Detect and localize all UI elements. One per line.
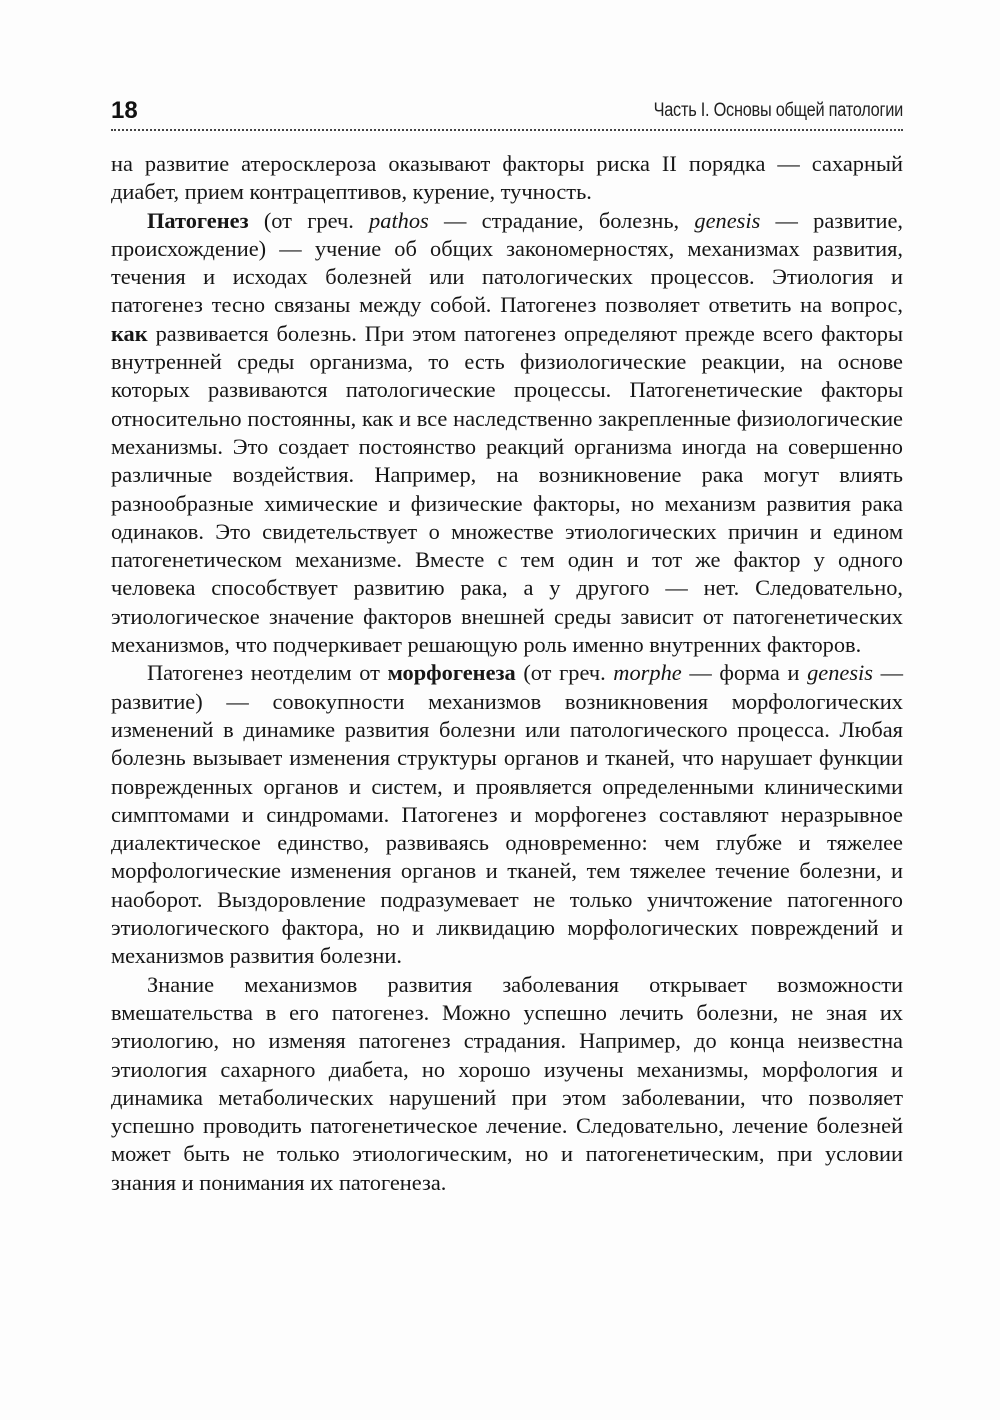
body-text — [111, 150, 903, 1197]
paragraph-text: — форма и — [681, 660, 808, 686]
greek-word: morphe — [613, 660, 682, 686]
greek-word: genesis — [807, 660, 873, 686]
paragraph-text: развивается болезнь. При этом патогенез определяют прежде всего факторы внутренней среды организма, то есть физиологические реакции, на основе которых развиваются патологические процессы. Патогенетические факторы относительно постоянны, как и все наследственно закрепленные физиологические механизмы. Это создает постоянство реакций организма иногда на совершенно различные воздействия. Например, на возникновение рака могут влиять разнообразные химические и физические факторы, но механизм развития рака одинаков. Это свидетельствует о множестве этиологических причин и едином патогенетическом механизме. Вместе с тем один и тот же фактор у одного человека способствует развитию рака, а у другого — нет. Следовательно, этиологическое значение факторов внешней среды зависит от патогенетических механизмов, что подчеркивает решающую роль именно внутренних факторов. — [111, 320, 903, 658]
paragraph-2 — [111, 207, 903, 660]
term-morphogenesis: морфогенеза — [387, 660, 516, 686]
paragraph-text: Патогенез неотделим от — [147, 660, 388, 686]
paragraph-text: (от греч. — [515, 660, 614, 686]
header-divider — [111, 129, 903, 131]
paragraph-1 — [111, 150, 903, 207]
greek-word: genesis — [694, 207, 761, 233]
page-number: 18 — [111, 97, 138, 124]
greek-word: pathos — [369, 207, 429, 233]
paragraph-text: — страдание, болезнь, — [428, 207, 695, 233]
term-pathogenesis: Патогенез — [147, 207, 249, 233]
paragraph-text: — развитие, происхождение) — учение об общих закономерностях, механизмах развития, течения и исходах болезней или патологических процессов. Этиология и патогенез тесно связаны между собой. Патогенез позволяет ответить на вопрос, — [111, 207, 903, 318]
paragraph-text: — развитие) — совокупности механизмов возникновения морфологических изменений в динамике развития болезни или патологического процесса. Любая болезнь вызывает изменения структуры органов и тканей, что нарушает функции поврежденных органов и систем, и проявляется определенными клиническими симптомами и синдромами. Патогенез и морфогенез составляют неразрывное диалектическое единство, развиваясь одновременно: чем глубже и тяжелее морфологические изменения органов и тканей, тем тяжелее течение болезни, и наоборот. Выздоровление подразумевает не только уничтожение патогенного этиологического фактора, но и ликвидацию морфологических повреждений и механизмов развития болезни. — [111, 660, 903, 969]
paragraph-text: Знание механизмов развития заболевания открывает возможности вмешательства в его патогенез. Можно успешно лечить болезни, не зная их этиологию, но изменяя патогенез страдания. Например, до конца неизвестна этиология сахарного диабета, но хорошо изучены механизмы, морфология и динамика метаболических нарушений при этом заболевании, что позволяет успешно проводить патогенетическое лечение. Следовательно, лечение болезней может быть не только этиологическим, но и патогенетическим, при условии знания и понимания их патогенеза. — [111, 971, 903, 1195]
paragraph-3 — [111, 659, 903, 970]
page-header — [111, 96, 903, 132]
emphasis-word: как — [111, 320, 148, 346]
paragraph-4 — [111, 971, 903, 1197]
paragraph-text: на развитие атеросклероза оказывают факторы риска II порядка — сахарный диабет, прием контрацептивов, курение, тучность. — [111, 151, 903, 205]
paragraph-text: (от греч. — [248, 207, 370, 233]
running-title: Часть I. Основы общей патологии — [653, 100, 903, 121]
